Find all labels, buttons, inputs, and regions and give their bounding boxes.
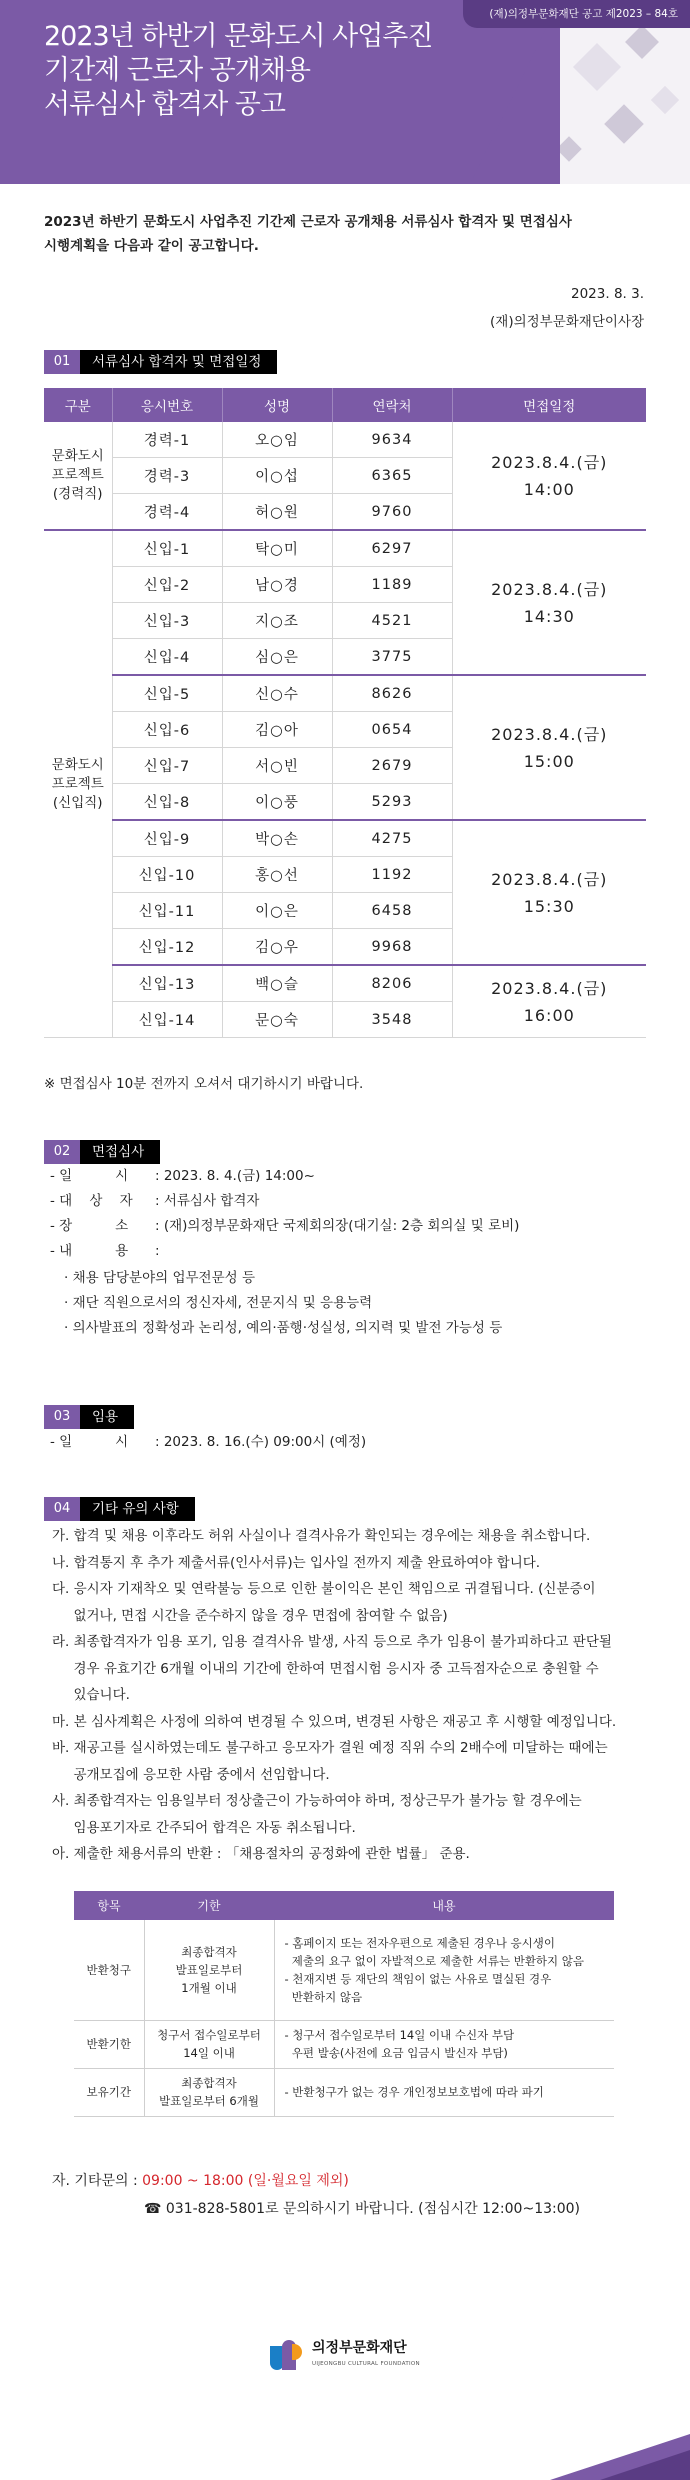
section-label: 면접심사 [80,1140,160,1164]
applicant-name: 홍○선 [222,857,332,893]
contact-number: 4275 [332,820,452,857]
list-item: 아. 제출한 채용서류의 반환 : 「채용절차의 공정화에 관한 법률」 준용. [52,1846,470,1862]
issue-date: 2023. 8. 3. [571,286,644,302]
contact-number: 5293 [332,784,452,821]
page-title [44,20,432,122]
col-header: 기한 [144,1891,274,1920]
interview-schedule: 2023.8.4.(금) 16:00 [452,965,646,1038]
list-item: 공개모집에 응모한 사람 중에서 선임합니다. [52,1766,330,1783]
contact-number: 1189 [332,567,452,603]
applicant-number: 신입-14 [112,1002,222,1038]
detail-subitem: · 재단 직원으로서의 정신자세, 전문지식 및 응용능력 [64,1295,373,1311]
applicant-number: 경력-4 [112,494,222,531]
list-item: 다. 응시자 기재착오 및 연락불능 등으로 인한 불이익은 본인 책임으로 귀결됩니다. (신분증이 [52,1581,596,1597]
applicant-number: 신입-2 [112,567,222,603]
applicant-name: 백○슬 [222,965,332,1002]
table-row [44,422,646,458]
applicant-number: 신입-13 [112,965,222,1002]
col-header: 응시번호 [112,388,222,422]
intro-line: 2023년 하반기 문화도시 사업추진 기간제 근로자 공개채용 서류심사 합격자 및 면접심사 [44,214,572,230]
contact-number: 1192 [332,857,452,893]
applicant-name: 탁○미 [222,530,332,567]
col-header: 내용 [274,1891,614,1920]
applicant-name: 허○원 [222,494,332,531]
table-row [74,2068,614,2116]
applicant-number: 신입-5 [112,675,222,712]
title-line: 2023년 하반기 문화도시 사업추진 [44,21,433,52]
applicant-number: 신입-6 [112,712,222,748]
detail-value: : 2023. 8. 16.(수) 09:00시 (예정) [155,1434,367,1450]
schedule-table-body [44,422,646,1038]
logo-name: 의정부문화재단 [312,2340,407,2356]
list-item: 나. 합격통지 후 추가 제출서류(인사서류)는 입사일 전까지 제출 완료하여야 합니다. [52,1554,541,1571]
section-number: 02 [44,1140,80,1164]
section-heading-3 [44,1405,134,1429]
detail-value: : [155,1243,160,1259]
list-item: 경우 유효기간 6개월 이내의 기간에 한하여 면접시험 응시자 중 고득점자순으로 충원할 수 [52,1660,599,1677]
table-row [44,675,646,712]
applicant-number: 신입-1 [112,530,222,567]
interview-schedule: 2023.8.4.(금) 14:30 [452,530,646,675]
list-item: 사. 최종합격자는 임용일부터 정상출근이 가능하여야 하며, 정상근무가 불가능 할 경우에는 [52,1793,582,1809]
issuer: (재)의정부문화재단이사장 [490,314,644,330]
detail-row [50,1239,519,1264]
applicant-number: 신입-7 [112,748,222,784]
table-cell: 최종합격자 발표일로부터 6개월 [144,2068,274,2116]
interview-note: ※ 면접심사 10분 전까지 오셔서 대기하시기 바랍니다. [44,1076,364,1092]
group-cell: 문화도시 프로젝트 (경력직) [44,422,112,530]
applicant-number: 신입-3 [112,603,222,639]
interview-schedule: 2023.8.4.(금) 14:00 [452,422,646,530]
applicant-number: 경력-3 [112,458,222,494]
notes-list [52,1523,652,1868]
contact-number: 8206 [332,965,452,1002]
table-cell: 최종합격자 발표일로부터 1개월 이내 [144,1920,274,2020]
logo-english: UIJEONGBU CULTURAL FOUNDATION [312,2361,420,2367]
contact-number: 8626 [332,675,452,712]
detail-key: - 장 소 [50,1218,129,1234]
notice-number: (재)의정부문화재단 공고 제2023 – 84호 [463,0,690,28]
section-label: 임용 [80,1405,134,1429]
section-number: 04 [44,1497,80,1521]
table-row [44,530,646,567]
table-cell: - 반환청구가 없는 경우 개인정보보호법에 따라 파기 [274,2068,614,2116]
list-item: 있습니다. [52,1687,130,1703]
table-cell: 보유기간 [74,2068,144,2116]
applicant-name: 이○풍 [222,784,332,821]
contact-number: 3548 [332,1002,452,1038]
list-item: 바. 재공고를 실시하였는데도 불구하고 응모자가 결원 예정 직위 수의 2배수에 미달하는 때에는 [52,1740,608,1756]
applicant-name: 오○임 [222,422,332,458]
detail-row [50,1214,519,1239]
contact-number: 6365 [332,458,452,494]
title-line: 기간제 근로자 공개채용 [44,55,310,86]
detail-key: - 일 시 [50,1434,129,1450]
col-header: 구분 [44,388,112,422]
applicant-name: 문○숙 [222,1002,332,1038]
contact-number: 6458 [332,893,452,929]
table-cell: - 홈페이지 또는 전자우편으로 제출된 경우나 응시생이 제출의 요구 없이 자발적으로 제출한 서류는 반환하지 않음 - 천재지변 등 재단의 책임이 없는 사유로 멸실된 경우 반환하지 않음 [274,1920,614,2020]
applicant-name: 이○은 [222,893,332,929]
applicant-number: 신입-12 [112,929,222,966]
section-label: 서류심사 합격자 및 면접일정 [80,350,277,374]
list-item: 라. 최종합격자가 임용 포기, 임용 결격사유 발생, 사직 등으로 추가 임용이 불가피하다고 판단될 [52,1634,612,1650]
col-header: 면접일정 [452,388,646,422]
applicant-name: 김○아 [222,712,332,748]
detail-row [50,1430,366,1455]
detail-value: : 서류심사 합격자 [155,1193,260,1209]
footer-decoration-dark [600,2450,690,2480]
detail-subitem: · 의사발표의 정확성과 논리성, 예의·품행·성실성, 의지력 및 발전 가능성 등 [64,1320,503,1336]
contact-number: 9760 [332,494,452,531]
applicant-name: 남○경 [222,567,332,603]
list-item: 가. 합격 및 채용 이후라도 허위 사실이나 결격사유가 확인되는 경우에는 채용을 취소합니다. [52,1528,591,1544]
intro-line: 시행계획을 다음과 같이 공고합니다. [44,238,259,254]
contact-phone: ☎ 031-828-5801로 문의하시기 바랍니다. (점심시간 12:00~13:00) [144,2201,580,2217]
detail-subitem: · 채용 담당분야의 업무전문성 등 [64,1270,255,1286]
applicant-number: 경력-1 [112,422,222,458]
detail-row [50,1164,519,1189]
appointment-details [50,1430,366,1455]
applicant-name: 이○섭 [222,458,332,494]
applicant-name: 지○조 [222,603,332,639]
section-number: 03 [44,1405,80,1429]
applicant-name: 심○은 [222,639,332,676]
table-header-row [44,388,646,422]
contact-hours: 09:00 ~ 18:00 (일·월요일 제외) [142,2173,349,2189]
section-heading-4 [44,1497,195,1521]
list-item: 마. 본 심사계획은 사정에 의하여 변경될 수 있으며, 변경된 사항은 재공고 후 시행할 예정입니다. [52,1713,617,1730]
table-cell: 청구서 접수일로부터 14일 이내 [144,2020,274,2068]
applicant-name: 신○수 [222,675,332,712]
detail-key: - 일 시 [50,1168,129,1184]
group-cell: 문화도시 프로젝트 (신입직) [44,530,112,1038]
contact-number: 9968 [332,929,452,966]
contact-line [52,2167,580,2195]
list-item: 없거나, 면접 시간을 준수하지 않을 경우 면접에 참여할 수 없음) [52,1607,448,1624]
interview-schedule: 2023.8.4.(금) 15:00 [452,675,646,820]
contact-number: 4521 [332,603,452,639]
interview-details [50,1164,519,1341]
document-return-table [74,1891,614,2117]
contact-number: 6297 [332,530,452,567]
detail-row [50,1189,519,1214]
detail-key: - 대 상 자 [50,1193,133,1209]
logo-mark-icon [270,2340,304,2372]
applicant-name: 박○손 [222,820,332,857]
contact-prefix: 자. 기타문의 : [52,2173,143,2189]
contact-number: 2679 [332,748,452,784]
table-row [74,2020,614,2068]
contact-number: 3775 [332,639,452,676]
contact-number: 0654 [332,712,452,748]
interview-schedule: 2023.8.4.(금) 15:30 [452,820,646,965]
applicant-number: 신입-9 [112,820,222,857]
table-cell: - 청구서 접수일로부터 14일 이내 수신자 부담 우편 발송(사전에 요금 입금시 발신자 부담) [274,2020,614,2068]
issue-block [490,280,644,336]
table-cell: 반환청구 [74,1920,144,2020]
applicant-number: 신입-4 [112,639,222,676]
applicant-number: 신입-10 [112,857,222,893]
col-header: 항목 [74,1891,144,1920]
contact-number: 9634 [332,422,452,458]
applicant-name: 김○우 [222,929,332,966]
table-row [44,820,646,857]
header-banner [0,0,690,184]
table-row [74,1920,614,2020]
detail-value: : 2023. 8. 4.(금) 14:00~ [155,1168,315,1184]
section-label: 기타 유의 사항 [80,1497,195,1521]
interview-schedule-table [44,388,646,1038]
applicant-name: 서○빈 [222,748,332,784]
table-header-row [74,1891,614,1920]
contact-info [52,2167,580,2223]
list-item: 임용포기자로 간주되어 합격은 자동 취소됩니다. [52,1819,356,1836]
section-number: 01 [44,350,80,374]
detail-value: : (재)의정부문화재단 국제회의장(대기실: 2층 회의실 및 로비) [155,1218,520,1234]
applicant-number: 신입-11 [112,893,222,929]
applicant-number: 신입-8 [112,784,222,821]
foundation-logo [0,2340,690,2372]
detail-key: - 내 용 [50,1243,129,1259]
table-row [44,965,646,1002]
table-cell: 반환기한 [74,2020,144,2068]
col-header: 성명 [222,388,332,422]
logo-text [312,2340,420,2372]
section-heading-1 [44,350,277,374]
col-header: 연락처 [332,388,452,422]
intro-text [44,210,644,258]
title-line: 서류심사 합격자 공고 [44,89,285,120]
section-heading-2 [44,1140,160,1164]
